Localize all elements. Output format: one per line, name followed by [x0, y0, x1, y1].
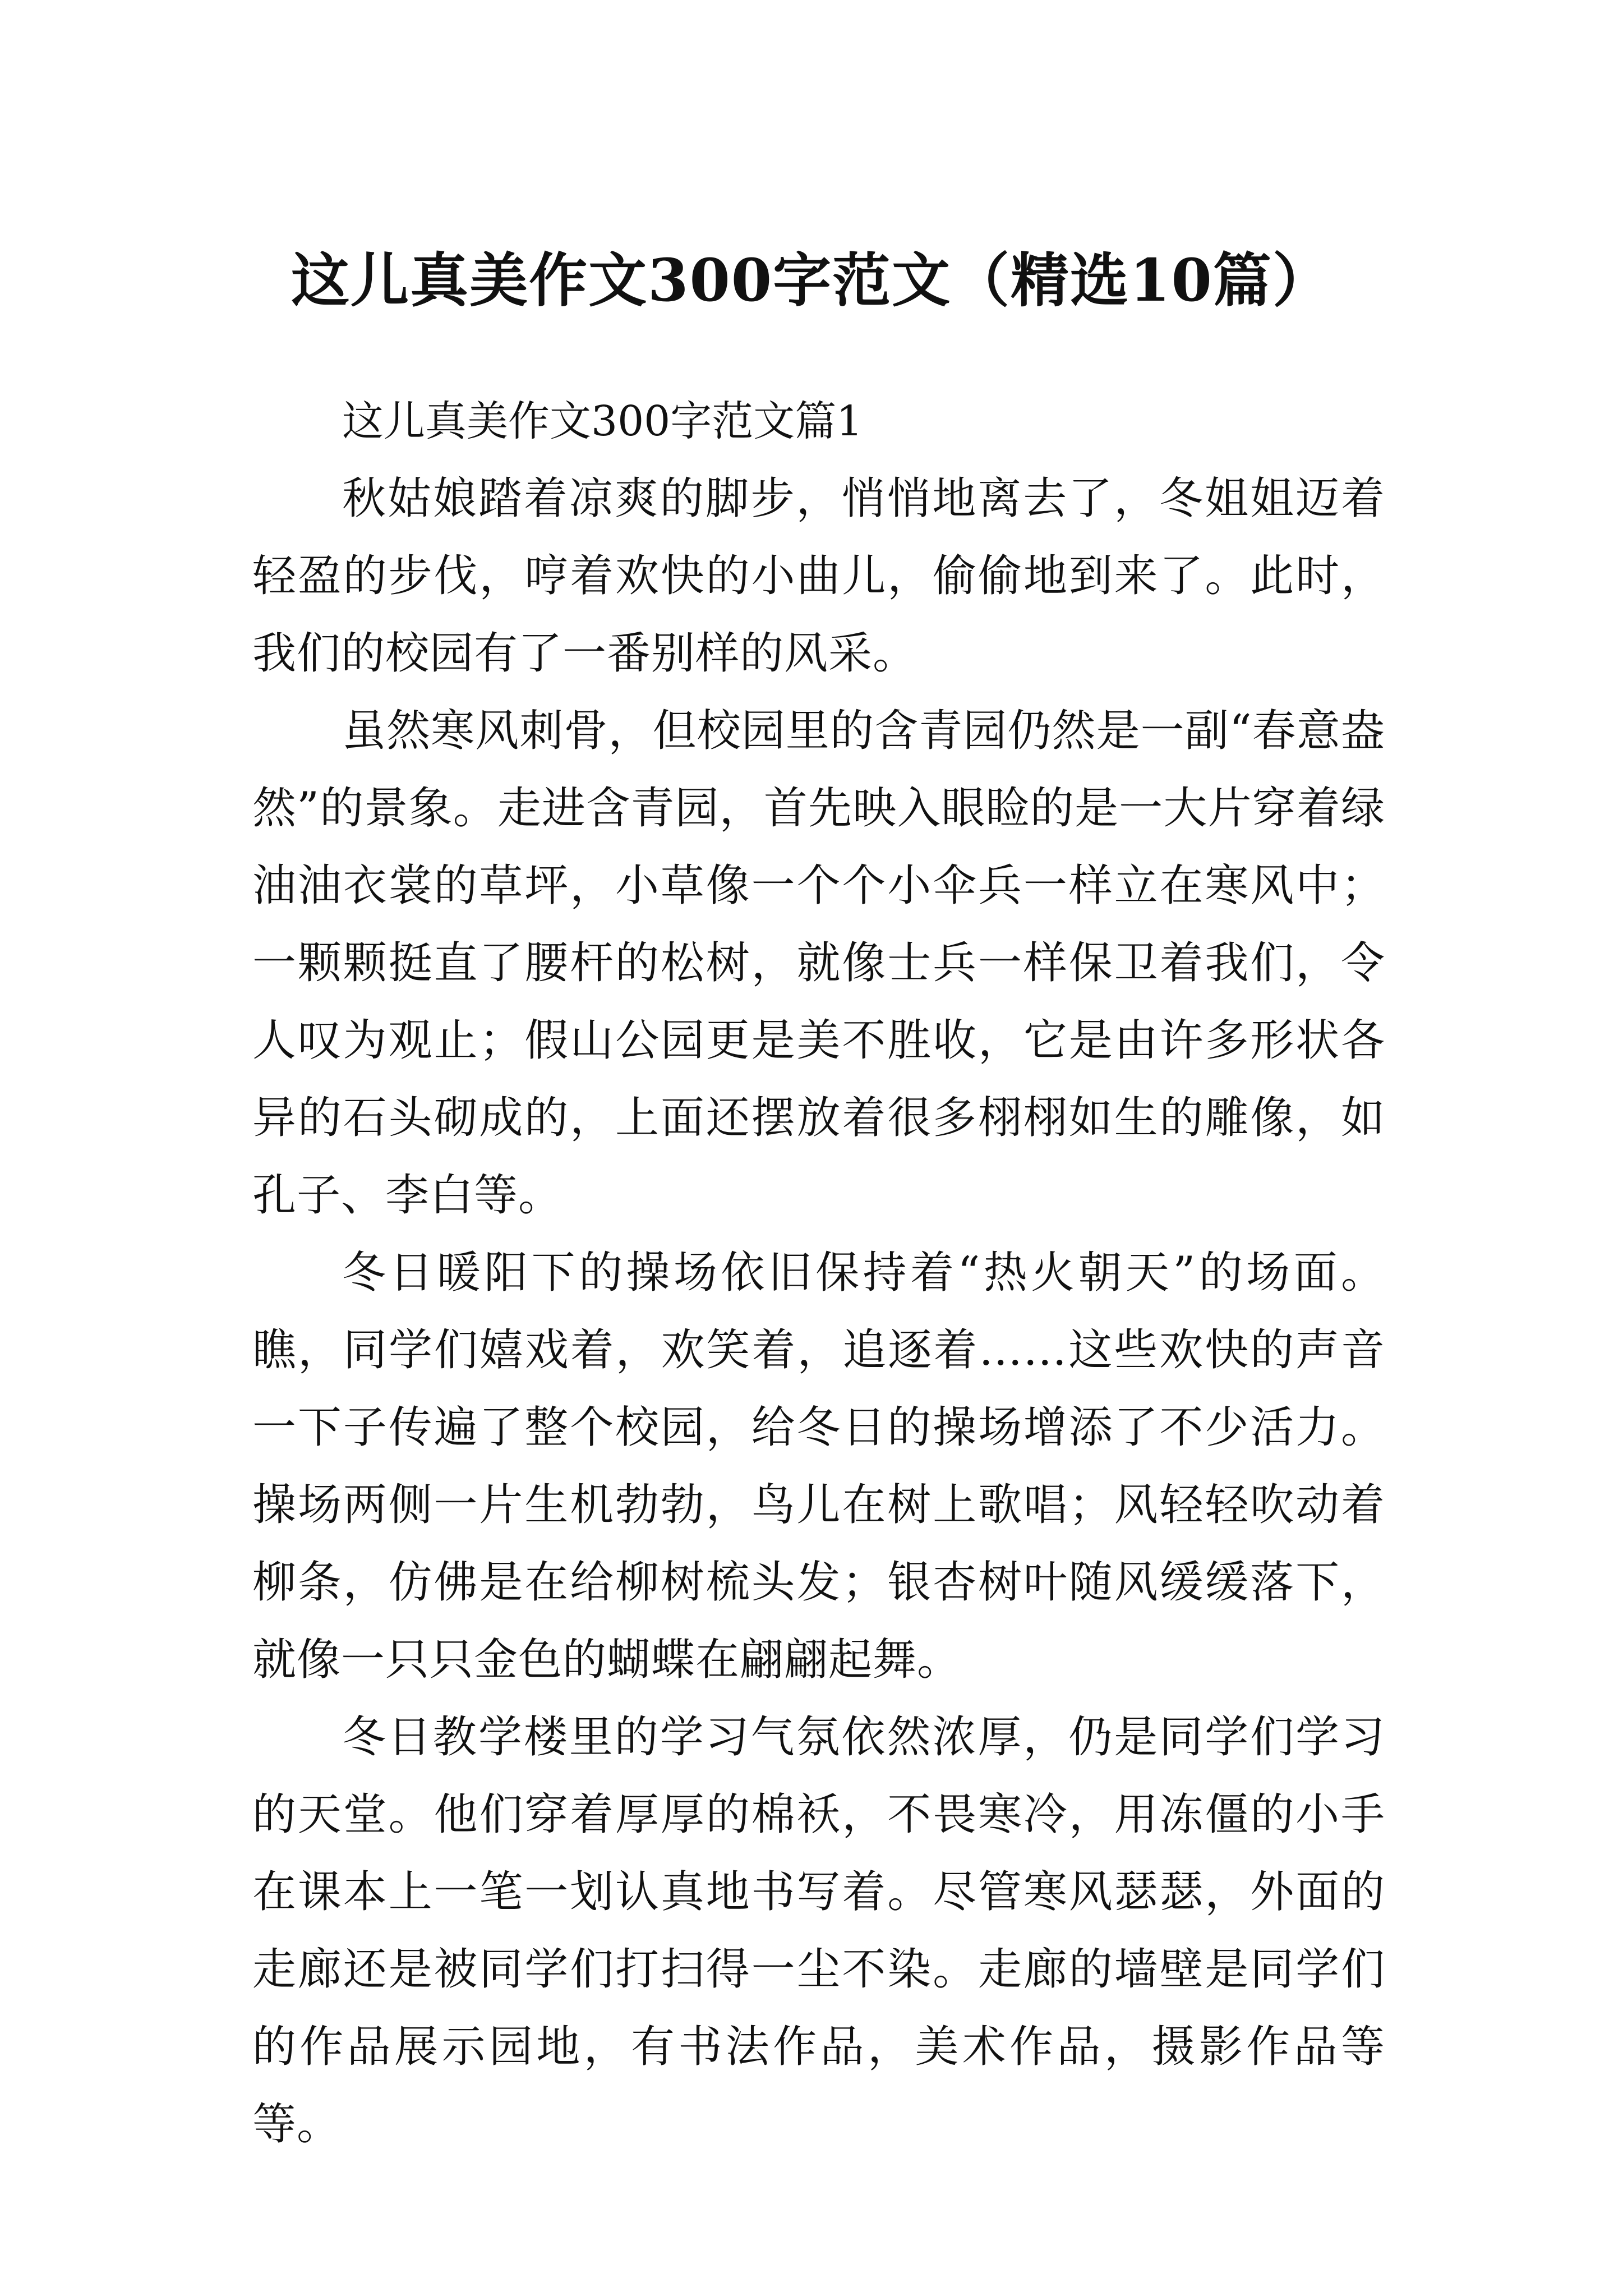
document-title: 这儿真美作文300字范文（精选10篇） — [291, 245, 1332, 315]
document-body — [252, 383, 1385, 2163]
paragraph: 秋姑娘踏着凉爽的脚步，悄悄地离去了，冬姐姐迈着轻盈的步伐，哼着欢快的小曲儿，偷偷地到来了。此时，我们的校园有了一番别样的风采。 — [252, 473, 1385, 679]
paragraph: 冬日暖阳下的操场依旧保持着“热火朝天”的场面。瞧，同学们嬉戏着，欢笑着，追逐着……这些欢快的声音一下子传遍了整个校园，给冬日的操场增添了不少活力。操场两侧一片生机勃勃，鸟儿在树上歌唱；风轻轻吹动着柳条，仿佛是在给柳树梳头发；银杏树叶随风缓缓落下，就像一只只金色的蝴蝶在翩翩起舞。 — [252, 1248, 1385, 1685]
paragraph: 虽然寒风刺骨，但校园里的含青园仍然是一副“春意盎然”的景象。走进含青园，首先映入眼睑的是一大片穿着绿油油衣裳的草坪，小草像一个个小伞兵一样立在寒风中；一颗颗挺直了腰杆的松树，就像士兵一样保卫着我们，令人叹为观止；假山公园更是美不胜收，它是由许多形状各异的石头砌成的，上面还摆放着很多栩栩如生的雕像，如孔子、李白等。 — [252, 706, 1385, 1221]
section-heading: 这儿真美作文300字范文篇1 — [342, 397, 863, 445]
paragraph: 冬日教学楼里的学习气氛依然浓厚，仍是同学们学习的天堂。他们穿着厚厚的棉袄，不畏寒冷，用冻僵的小手在课本上一笔一划认真地书写着。尽管寒风瑟瑟，外面的走廊还是被同学们打扫得一尘不染。走廊的墙壁是同学们的作品展示园地，有书法作品，美术作品，摄影作品等等。 — [252, 1712, 1385, 2150]
